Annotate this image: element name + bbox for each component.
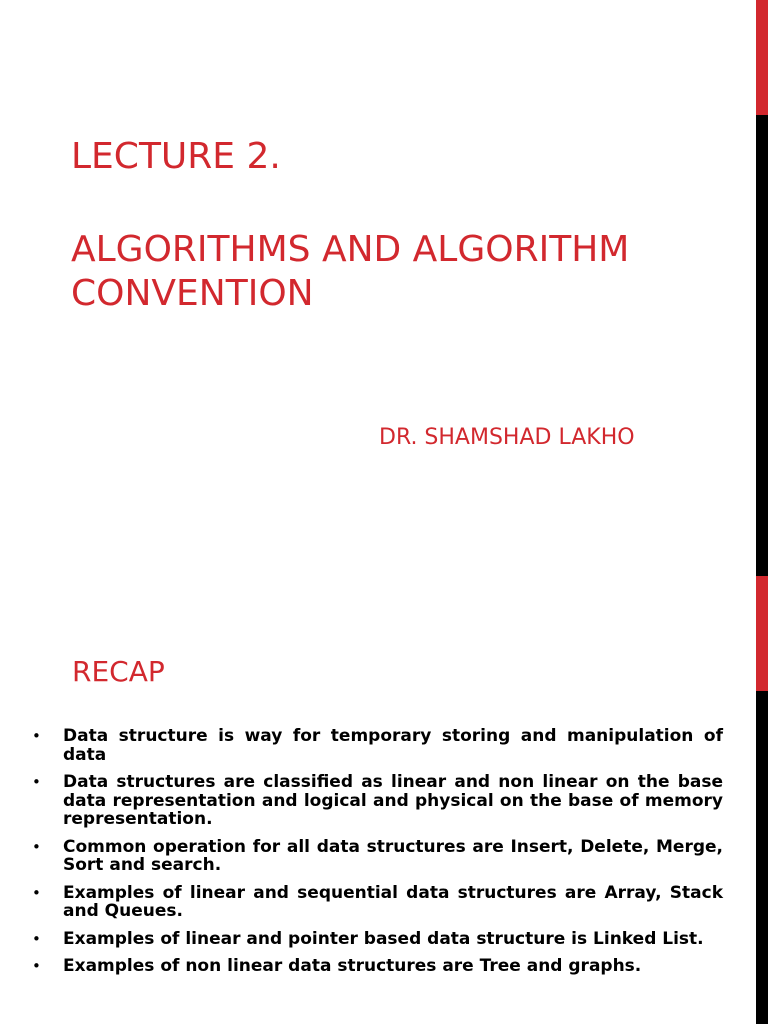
bullet-dot-icon: • bbox=[32, 957, 41, 975]
lecture-number: LECTURE 2. bbox=[71, 136, 281, 177]
bullet-text: Examples of non linear data structures are Tree and graphs. bbox=[63, 956, 642, 976]
bullet-dot-icon: • bbox=[32, 773, 41, 791]
bullet-text: Common operation for all data structures are Insert, Delete, Merge, Sort and search. bbox=[63, 836, 723, 875]
bullet-dot-icon: • bbox=[32, 837, 41, 856]
slide-edge-accent-red bbox=[756, 576, 768, 691]
lecture-title: ALGORITHMS AND ALGORITHM CONVENTION bbox=[71, 229, 630, 314]
slide-edge-accent-black bbox=[756, 115, 768, 576]
bullet-dot-icon: • bbox=[32, 929, 41, 948]
slide-edge-accent-red bbox=[756, 0, 768, 115]
bullet-item bbox=[30, 957, 723, 976]
bullet-text: Examples of linear and sequential data structures are Array, Stack and Queues. bbox=[63, 882, 723, 921]
bullet-dot-icon: • bbox=[32, 727, 41, 745]
recap-bullet-list bbox=[30, 727, 723, 985]
bullet-item bbox=[30, 773, 723, 829]
bullet-item bbox=[30, 838, 723, 875]
bullet-item bbox=[30, 884, 723, 921]
bullet-item bbox=[30, 930, 723, 949]
bullet-dot-icon: • bbox=[32, 883, 41, 902]
bullet-text: Examples of linear and pointer based data structure is Linked List. bbox=[63, 928, 704, 949]
author-name: DR. SHAMSHAD LAKHO bbox=[379, 425, 635, 450]
bullet-text: Data structure is way for temporary storing and manipulation of data bbox=[63, 726, 723, 765]
bullet-item bbox=[30, 727, 723, 764]
bullet-text: Data structures are classified as linear and non linear on the base data representation and logical and physical on the base of memory representation. bbox=[63, 772, 723, 829]
slide-edge-accent-black bbox=[756, 691, 768, 1024]
recap-title: RECAP bbox=[72, 655, 165, 688]
